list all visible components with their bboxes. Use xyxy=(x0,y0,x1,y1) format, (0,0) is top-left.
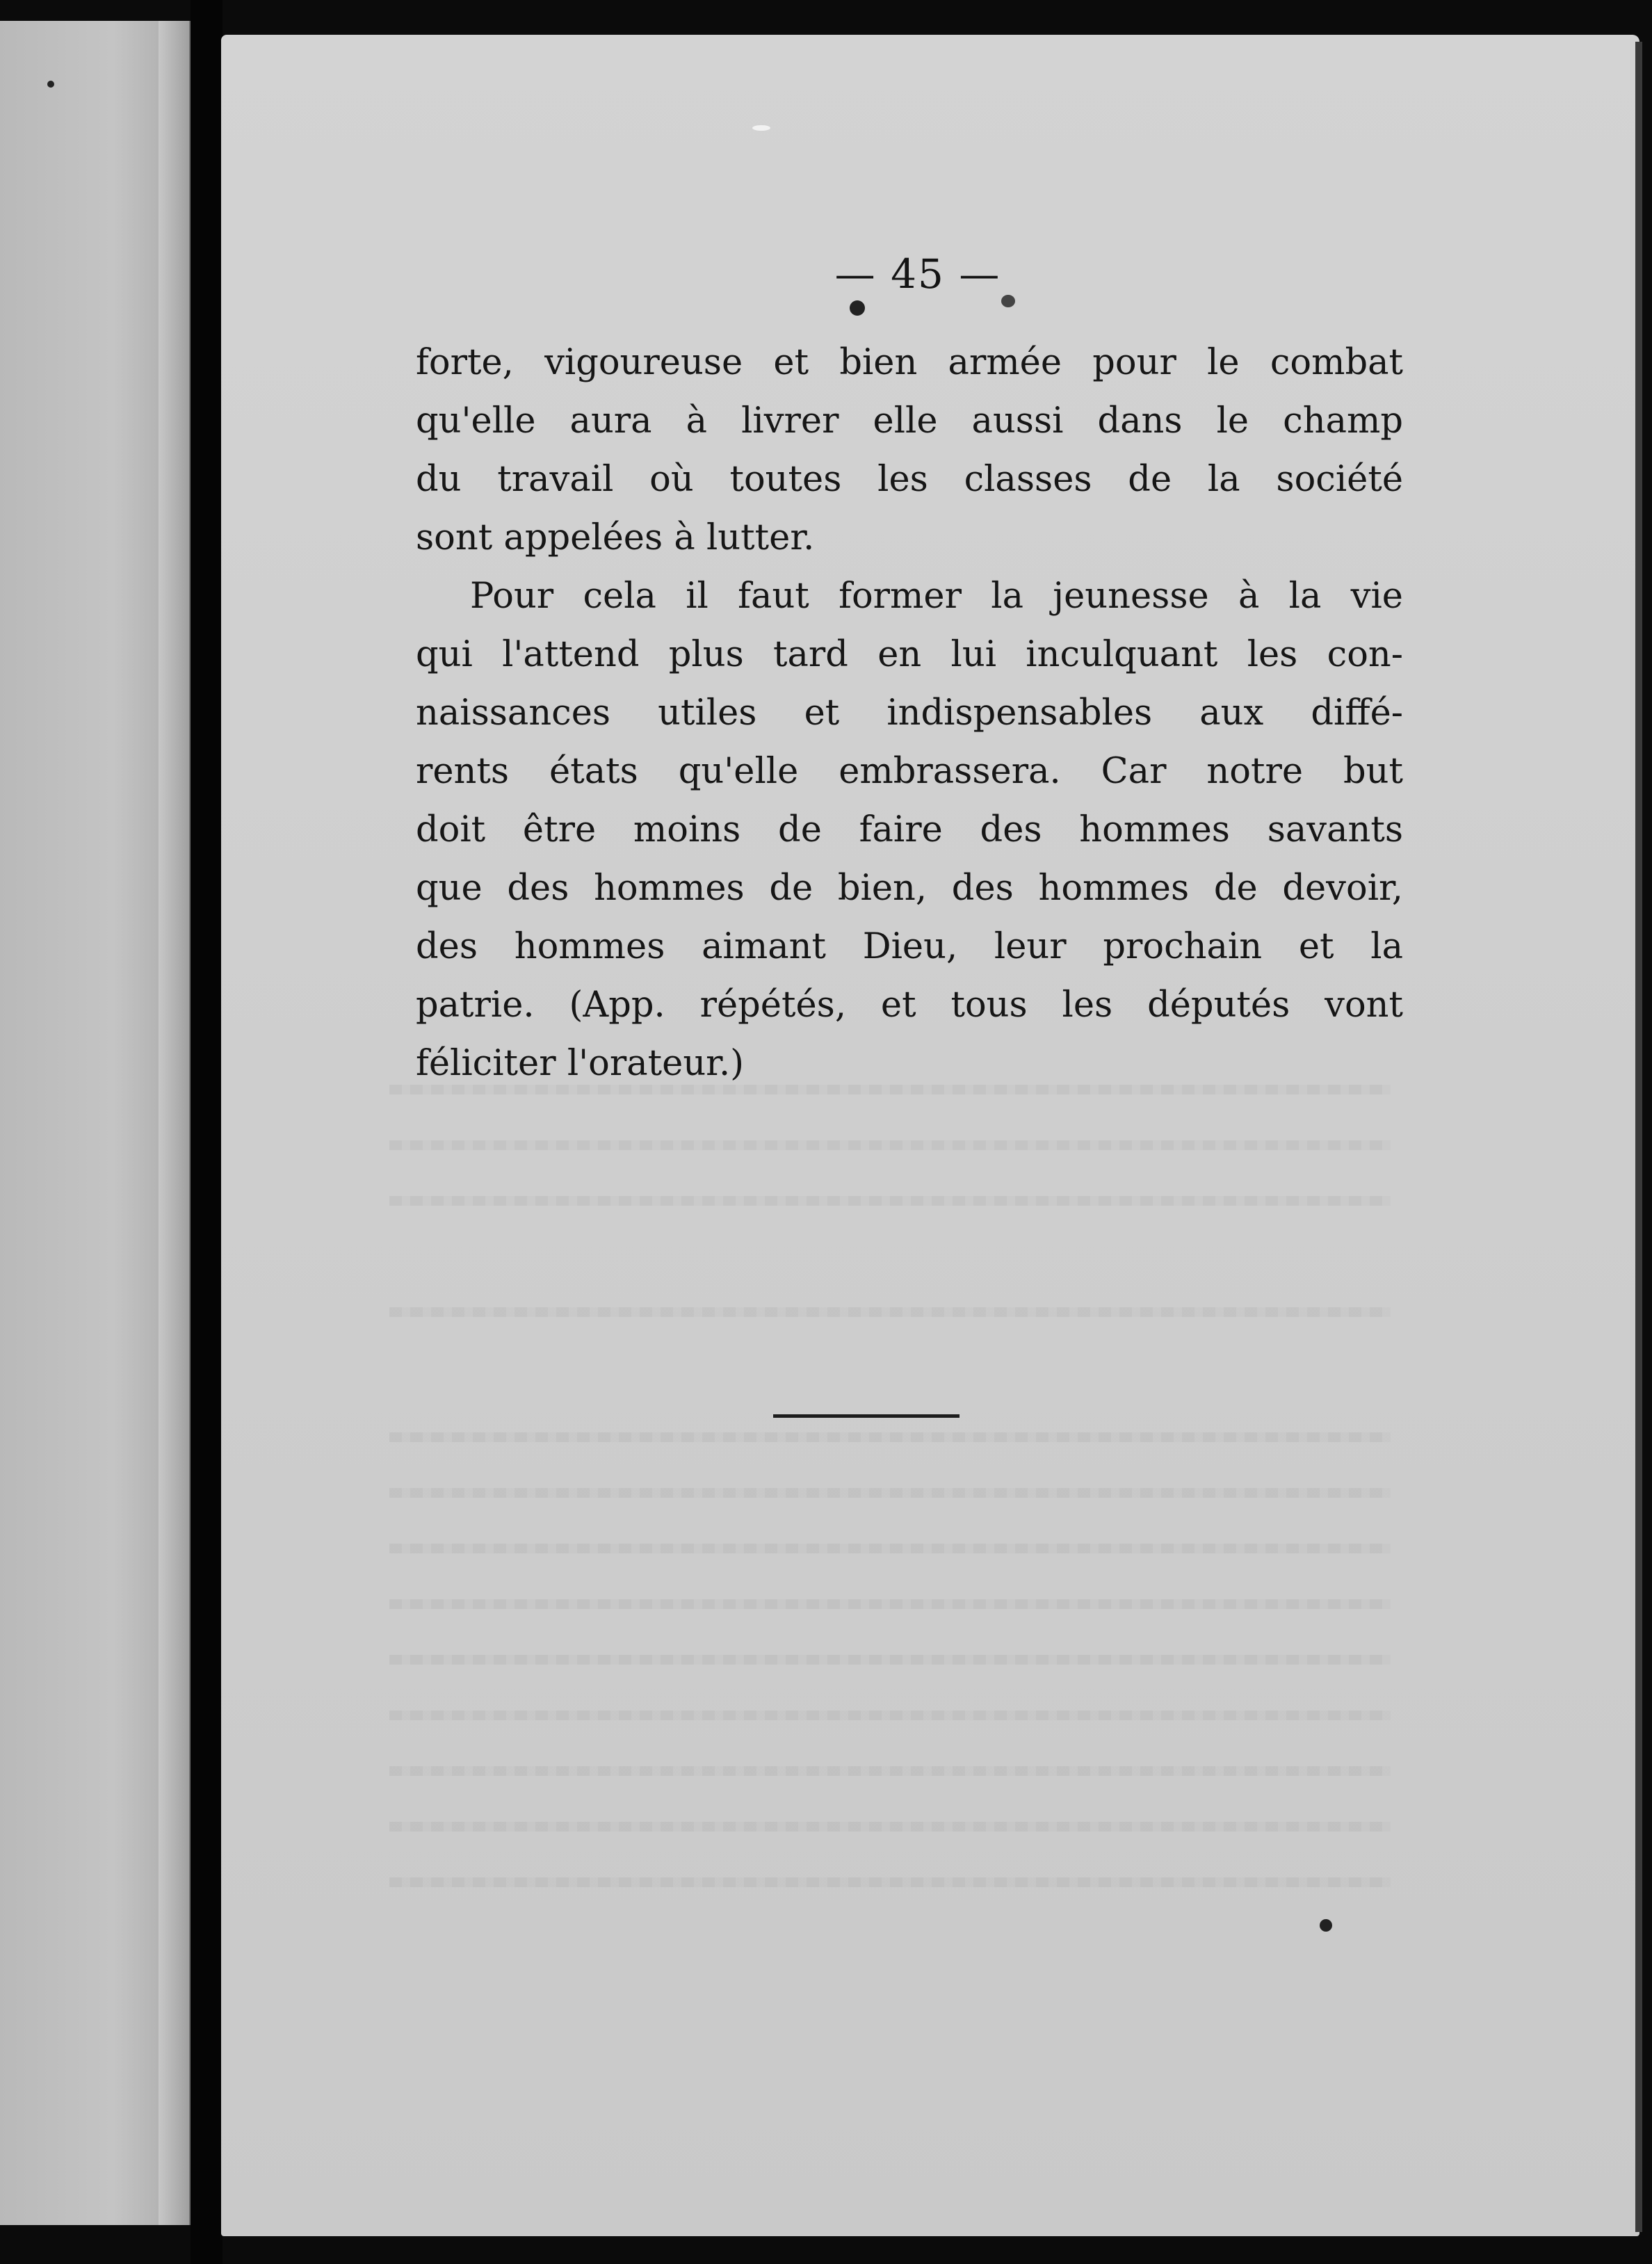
body-text xyxy=(416,334,1403,1093)
show-through xyxy=(389,1488,1391,1498)
show-through xyxy=(389,1766,1391,1776)
show-through xyxy=(389,1140,1391,1150)
scratch-mark xyxy=(752,125,770,131)
text-line: sont appelées à lutter. xyxy=(416,517,815,558)
show-through xyxy=(389,1711,1391,1720)
text-line: que des hommes de bien, des hommes de devoir, xyxy=(416,868,1403,909)
text-line: forte, vigoureuse et bien armée pour le combat xyxy=(416,342,1403,383)
show-through xyxy=(389,1544,1391,1553)
show-through xyxy=(389,1877,1391,1887)
text-line: patrie. (App. répétés, et tous les députés vont xyxy=(416,985,1403,1026)
show-through xyxy=(389,1599,1391,1609)
text-line: Pour cela il faut former la jeunesse à la vie xyxy=(470,576,1403,617)
ink-spot xyxy=(1320,1919,1332,1932)
text-line: doit être moins de faire des hommes savants xyxy=(416,809,1403,850)
text-line: du travail où toutes les classes de la société xyxy=(416,459,1403,500)
ink-spot xyxy=(850,300,865,316)
show-through xyxy=(389,1432,1391,1442)
book-gutter xyxy=(191,0,222,2264)
text-line: des hommes aimant Dieu, leur prochain et la xyxy=(416,926,1403,967)
show-through xyxy=(389,1655,1391,1665)
section-rule xyxy=(773,1414,959,1418)
show-through xyxy=(389,1307,1391,1317)
text-line: qu'elle aura à livrer elle aussi dans le champ xyxy=(416,401,1403,442)
text-line: qui l'attend plus tard en lui inculquant les con- xyxy=(416,634,1403,675)
ink-spot xyxy=(1001,295,1015,307)
text-line: naissances utiles et indispensables aux diffé- xyxy=(416,693,1403,734)
page-number: — 45 — xyxy=(834,250,1001,298)
page-edge xyxy=(1635,42,1642,2232)
text-line: rents états qu'elle embrassera. Car notre but xyxy=(416,751,1403,792)
facing-page-shadow xyxy=(159,21,191,2225)
text-line: féliciter l'orateur.) xyxy=(416,1043,745,1084)
show-through xyxy=(389,1196,1391,1206)
show-through xyxy=(389,1822,1391,1832)
ink-spot xyxy=(47,81,54,88)
